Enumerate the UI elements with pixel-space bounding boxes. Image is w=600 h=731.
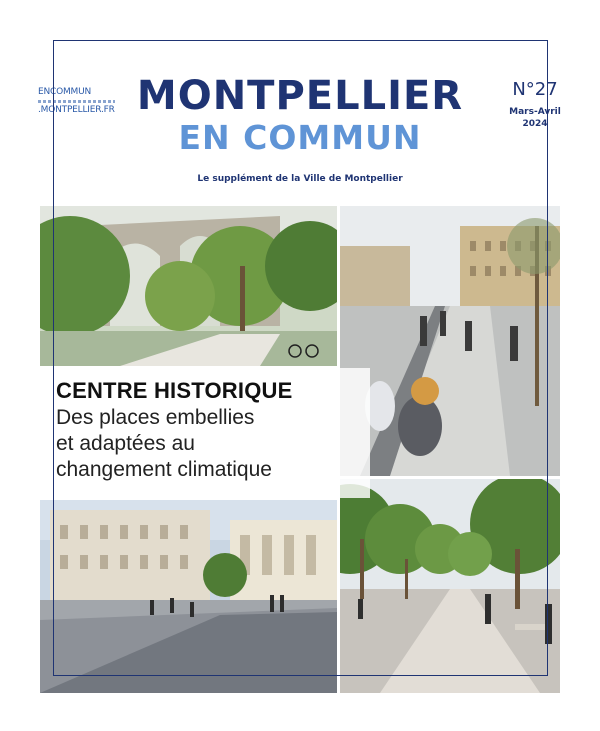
- issue-period: Mars-Avril: [509, 107, 561, 117]
- title-line-1: MONTPELLIER: [136, 73, 464, 119]
- issue-year: 2024: [522, 119, 548, 129]
- photo-pedestrian-square: [340, 206, 560, 476]
- headline-line-1: Des places embellies: [56, 406, 255, 429]
- issue-number: N°27: [512, 79, 558, 100]
- issue-info: [505, 80, 565, 130]
- cover-headline: [40, 368, 370, 498]
- headline-line-2: et adaptées au: [56, 432, 195, 455]
- headline-line-3: changement climatique: [56, 458, 272, 481]
- photo-tree-promenade: [340, 479, 560, 693]
- photo-historic-plaza: [40, 500, 337, 693]
- cover-subtitle: Le supplément de la Ville de Montpellier: [197, 174, 403, 184]
- headline-kicker: CENTRE HISTORIQUE: [56, 378, 293, 403]
- photo-aqueduct-park: [40, 206, 337, 366]
- website-line-1: ENCOMMUN: [38, 87, 92, 97]
- website-line-2: .MONTPELLIER.FR: [38, 105, 115, 115]
- title-line-2: EN COMMUN: [178, 118, 422, 157]
